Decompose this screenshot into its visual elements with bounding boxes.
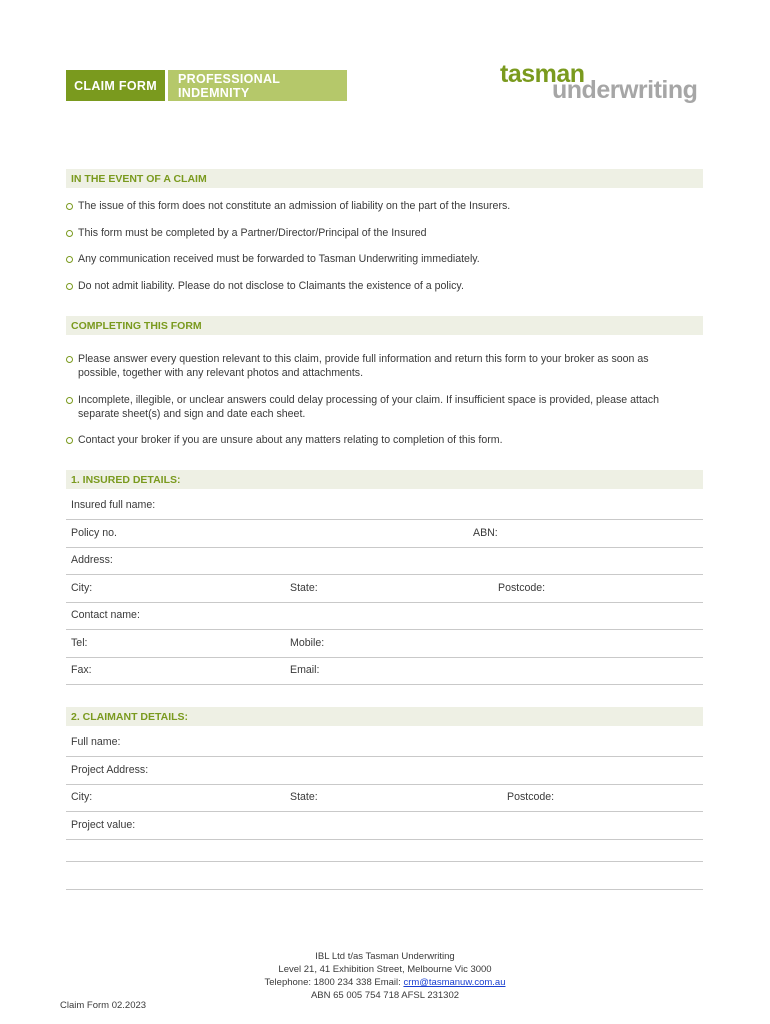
field-label: Mobile:	[290, 637, 325, 649]
section-completing-title: COMPLETING THIS FORM	[66, 316, 703, 335]
tel-mobile-field[interactable]	[66, 630, 703, 658]
section-insured-title: 1. INSURED DETAILS:	[66, 470, 703, 489]
footer-abn: ABN 65 005 754 718 AFSL 231302	[310, 990, 460, 1001]
address-field[interactable]	[66, 547, 703, 575]
field-label: City:	[71, 582, 93, 594]
bullet-icon	[66, 256, 73, 263]
footer-address: Level 21, 41 Exhibition Street, Melbourne Vic 3000	[278, 964, 492, 975]
field-label: Fax:	[71, 664, 92, 676]
field-label: Insured full name:	[71, 499, 156, 511]
bullet-icon	[66, 230, 73, 237]
section-claimant-title: 2. CLAIMANT DETAILS:	[66, 707, 703, 726]
field-label: Project Address:	[71, 764, 149, 776]
form-number: Claim Form 02.2023	[60, 1000, 147, 1011]
blank-line[interactable]	[66, 861, 703, 862]
section-event-title: IN THE EVENT OF A CLAIM	[66, 169, 703, 188]
project-address-field[interactable]	[66, 757, 703, 785]
logo-tasman: tasman	[500, 60, 585, 88]
tab-professional-indemnity: PROFESSIONAL INDEMNITY	[168, 70, 347, 101]
field-label: Postcode:	[507, 791, 555, 803]
field-label: Project value:	[71, 819, 136, 831]
footer-company: IBL Ltd t/as Tasman Underwriting	[315, 951, 455, 962]
field-label: City:	[71, 791, 93, 803]
tasman-logo	[500, 60, 710, 110]
project-value-field[interactable]	[66, 812, 703, 840]
bullet-icon	[66, 397, 73, 404]
field-label: State:	[290, 791, 318, 803]
bullet-icon	[66, 437, 73, 444]
field-label: Policy no.	[71, 527, 117, 539]
fax-email-field[interactable]	[66, 657, 703, 685]
claimant-full-name-field[interactable]	[66, 729, 703, 757]
field-label: Full name:	[71, 736, 121, 748]
insured-full-name-field[interactable]	[66, 492, 703, 520]
bullet-icon	[66, 203, 73, 210]
field-label: Tel:	[71, 637, 88, 649]
policy-abn-field[interactable]	[66, 520, 703, 548]
field-label: Email:	[290, 664, 320, 676]
blank-line[interactable]	[66, 889, 703, 890]
field-label: State:	[290, 582, 318, 594]
footer-email-link[interactable]: crm@tasmanuw.com.au	[403, 977, 506, 988]
logo-underwriting: underwriting	[552, 76, 698, 104]
claimant-city-state-postcode-field[interactable]	[66, 784, 703, 812]
bullet-icon	[66, 283, 73, 290]
city-state-postcode-field[interactable]	[66, 575, 703, 603]
footer-contact: Telephone: 1800 234 338 Email: crm@tasmanuw.com.au	[264, 977, 506, 988]
field-label: Postcode:	[498, 582, 546, 594]
tab-claim-form: CLAIM FORM	[66, 70, 165, 101]
field-label: ABN:	[473, 527, 498, 539]
contact-name-field[interactable]	[66, 602, 703, 630]
field-label: Address:	[71, 554, 113, 566]
field-label: Contact name:	[71, 609, 140, 621]
bullet-icon	[66, 356, 73, 363]
footer	[0, 950, 770, 1002]
